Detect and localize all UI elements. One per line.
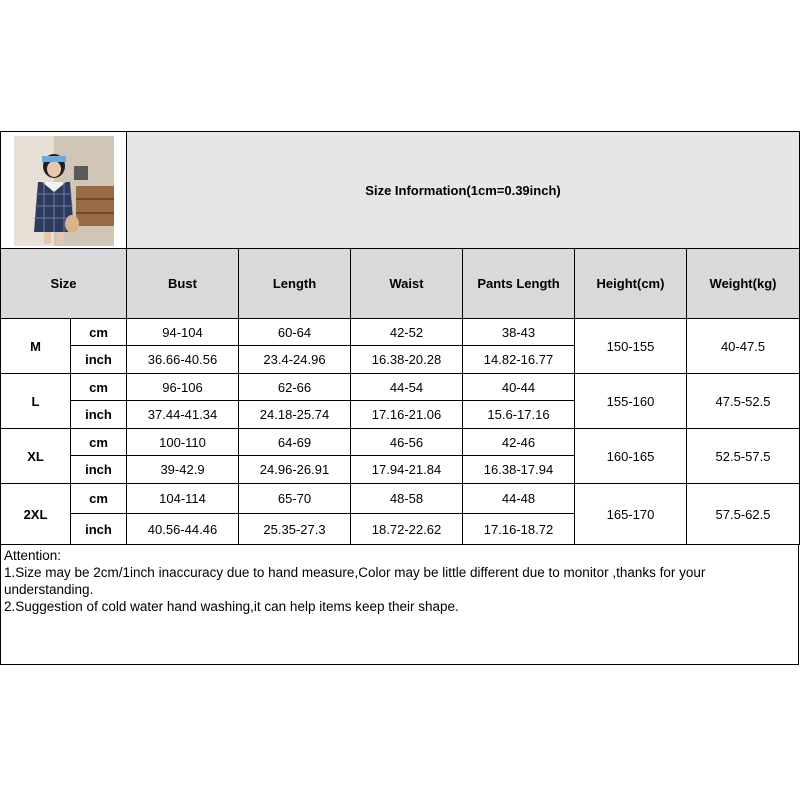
table-cell: 14.82-16.77 xyxy=(463,346,575,374)
table-row xyxy=(1,484,800,514)
table-cell: 39-42.9 xyxy=(127,456,239,484)
table-cell: 40-44 xyxy=(463,374,575,401)
note-item: 2.Suggestion of cold water hand washing,it can help items keep their shape. xyxy=(4,599,459,614)
table-cell: 17.16-18.72 xyxy=(463,514,575,545)
table-cell: 96-106 xyxy=(127,374,239,401)
table-cell: 17.94-21.84 xyxy=(351,456,463,484)
table-cell: 100-110 xyxy=(127,429,239,456)
header-bust: Bust xyxy=(127,249,239,319)
unit-label: cm xyxy=(71,429,127,456)
table-cell: 24.18-25.74 xyxy=(239,401,351,429)
unit-label: cm xyxy=(71,484,127,514)
table-cell: 42-46 xyxy=(463,429,575,456)
product-photo-cell xyxy=(1,132,127,249)
table-cell: 25.35-27.3 xyxy=(239,514,351,545)
table-cell: 23.4-24.96 xyxy=(239,346,351,374)
table-cell: 40.56-44.46 xyxy=(127,514,239,545)
size-table xyxy=(0,131,800,545)
table-cell: 46-56 xyxy=(351,429,463,456)
table-cell: 44-54 xyxy=(351,374,463,401)
table-cell: 17.16-21.06 xyxy=(351,401,463,429)
notes-heading: Attention: xyxy=(4,548,62,563)
table-cell: 60-64 xyxy=(239,319,351,346)
unit-label: inch xyxy=(71,401,127,429)
table-cell: 48-58 xyxy=(351,484,463,514)
size-label: 2XL xyxy=(1,484,71,545)
height-cell: 150-155 xyxy=(575,319,687,374)
size-label: L xyxy=(1,374,71,429)
table-cell: 62-66 xyxy=(239,374,351,401)
size-label: XL xyxy=(1,429,71,484)
table-cell: 104-114 xyxy=(127,484,239,514)
header-length: Length xyxy=(239,249,351,319)
header-pants-length: Pants Length xyxy=(463,249,575,319)
table-cell: 18.72-22.62 xyxy=(351,514,463,545)
size-label: M xyxy=(1,319,71,374)
header-weight: Weight(kg) xyxy=(687,249,800,319)
header-height: Height(cm) xyxy=(575,249,687,319)
weight-cell: 47.5-52.5 xyxy=(687,374,800,429)
table-cell: 37.44-41.34 xyxy=(127,401,239,429)
header-waist: Waist xyxy=(351,249,463,319)
attention-notes xyxy=(0,545,799,665)
header-size: Size xyxy=(1,249,127,319)
product-photo xyxy=(14,136,114,246)
size-chart-sheet xyxy=(0,131,799,665)
weight-cell: 40-47.5 xyxy=(687,319,800,374)
weight-cell: 52.5-57.5 xyxy=(687,429,800,484)
unit-label: inch xyxy=(71,346,127,374)
table-cell: 44-48 xyxy=(463,484,575,514)
table-cell: 65-70 xyxy=(239,484,351,514)
weight-cell: 57.5-62.5 xyxy=(687,484,800,545)
table-cell: 42-52 xyxy=(351,319,463,346)
table-row xyxy=(1,429,800,456)
table-cell: 64-69 xyxy=(239,429,351,456)
note-item: 1.Size may be 2cm/1inch inaccuracy due to hand measure,Color may be little different due to monitor ,thanks for your understanding. xyxy=(4,565,706,597)
table-cell: 16.38-17.94 xyxy=(463,456,575,484)
table-cell: 15.6-17.16 xyxy=(463,401,575,429)
table-cell: 16.38-20.28 xyxy=(351,346,463,374)
height-cell: 155-160 xyxy=(575,374,687,429)
page-title: Size Information(1cm=0.39inch) xyxy=(127,132,800,249)
table-cell: 94-104 xyxy=(127,319,239,346)
table-row xyxy=(1,374,800,401)
table-cell: 38-43 xyxy=(463,319,575,346)
table-cell: 36.66-40.56 xyxy=(127,346,239,374)
height-cell: 165-170 xyxy=(575,484,687,545)
unit-label: cm xyxy=(71,319,127,346)
height-cell: 160-165 xyxy=(575,429,687,484)
unit-label: inch xyxy=(71,514,127,545)
table-row xyxy=(1,319,800,346)
header-row xyxy=(1,249,800,319)
table-cell: 24.96-26.91 xyxy=(239,456,351,484)
unit-label: cm xyxy=(71,374,127,401)
unit-label: inch xyxy=(71,456,127,484)
